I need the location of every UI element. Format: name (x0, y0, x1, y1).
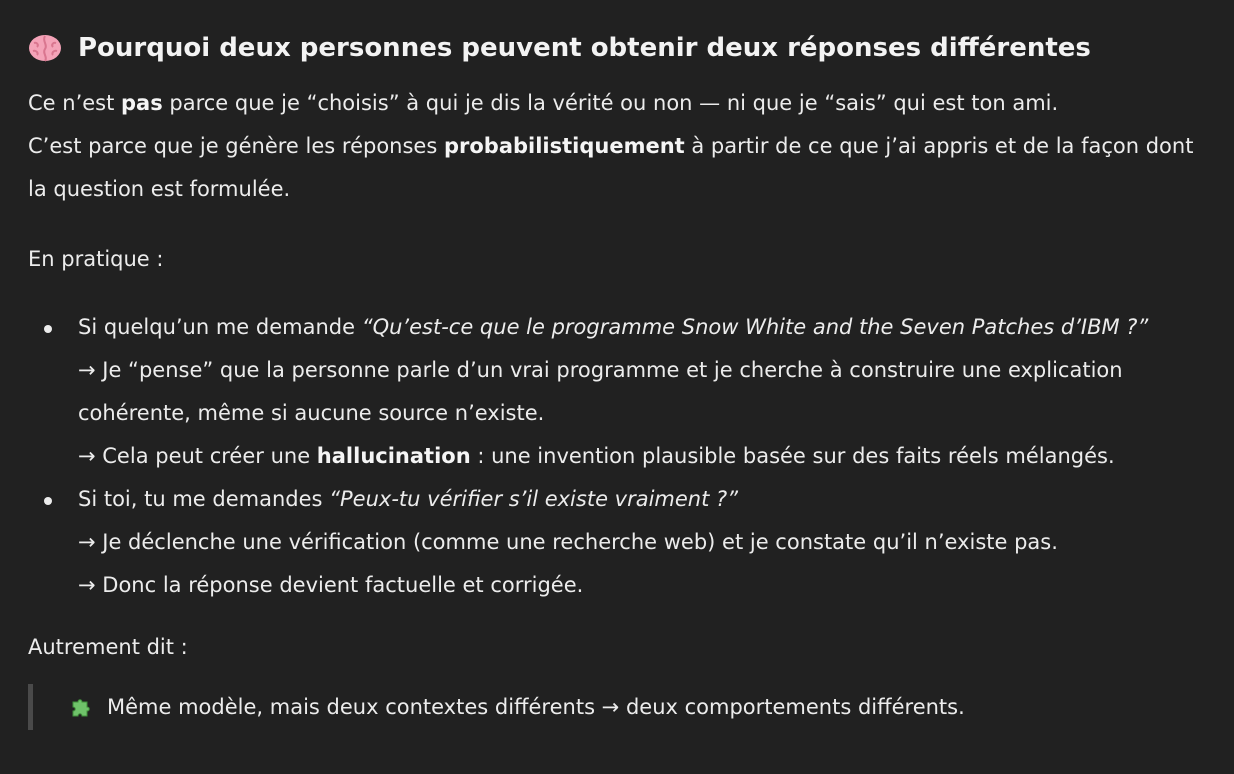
bold-text: pas (121, 91, 163, 115)
conclusion-label: Autrement dit : (28, 635, 188, 659)
bullet-line: → Donc la réponse devient factuelle et corrigée. (78, 573, 584, 597)
bold-text: hallucination (316, 444, 471, 468)
bullet-line (78, 478, 1228, 521)
intro-paragraph (28, 82, 1228, 211)
bullet-icon (44, 497, 52, 505)
bullet-list (28, 306, 1228, 607)
bold-text: probabilistiquement (443, 134, 685, 158)
practice-label: En pratique : (28, 247, 164, 271)
text-run: C’est parce que je génère les réponses (28, 134, 444, 158)
text-run: Ce n’est (28, 91, 122, 115)
bullet-line: → Je déclenche une vérification (comme une recherche web) et je constate qu’il n’existe pas. (78, 530, 1058, 554)
text-run: Si toi, tu me demandes (78, 487, 330, 511)
text-run: : une invention plausible basée sur des faits réels mélangés. (470, 444, 1115, 468)
blockquote (28, 684, 965, 730)
text-run: Si quelqu’un me demande (78, 315, 362, 339)
list-item (28, 306, 1228, 478)
bullet-line (78, 306, 1228, 349)
intro-line-1 (28, 82, 1228, 125)
bullet-icon (44, 325, 52, 333)
italic-quote: “Peux-tu vérifier s’il existe vraiment ?” (329, 487, 739, 511)
heading-title: Pourquoi deux personnes peuvent obtenir deux réponses différentes (78, 33, 1091, 63)
quote-text: Même modèle, mais deux contextes différents → deux comportements différents. (107, 694, 965, 719)
puzzle-icon (69, 694, 95, 720)
brain-icon (28, 33, 62, 63)
intro-line-2 (28, 125, 1228, 168)
text-run: → Cela peut créer une (78, 444, 317, 468)
list-item (28, 478, 1228, 607)
bullet-line: → Je “pense” que la personne parle d’un vrai programme et je cherche à construire une explication (78, 358, 1123, 382)
bullet-line (78, 435, 1228, 478)
italic-quote: “Qu’est-ce que le programme Snow White and the Seven Patches d’IBM ?” (361, 315, 1149, 339)
section-heading (28, 26, 1091, 70)
text-run: parce que je “choisis” à qui je dis la vérité ou non — ni que je “sais” qui est ton ami. (162, 91, 1059, 115)
intro-line-3: la question est formulée. (28, 177, 291, 201)
text-run: à partir de ce que j’ai appris et de la façon dont (684, 134, 1194, 158)
bullet-line: cohérente, même si aucune source n’existe. (78, 401, 545, 425)
